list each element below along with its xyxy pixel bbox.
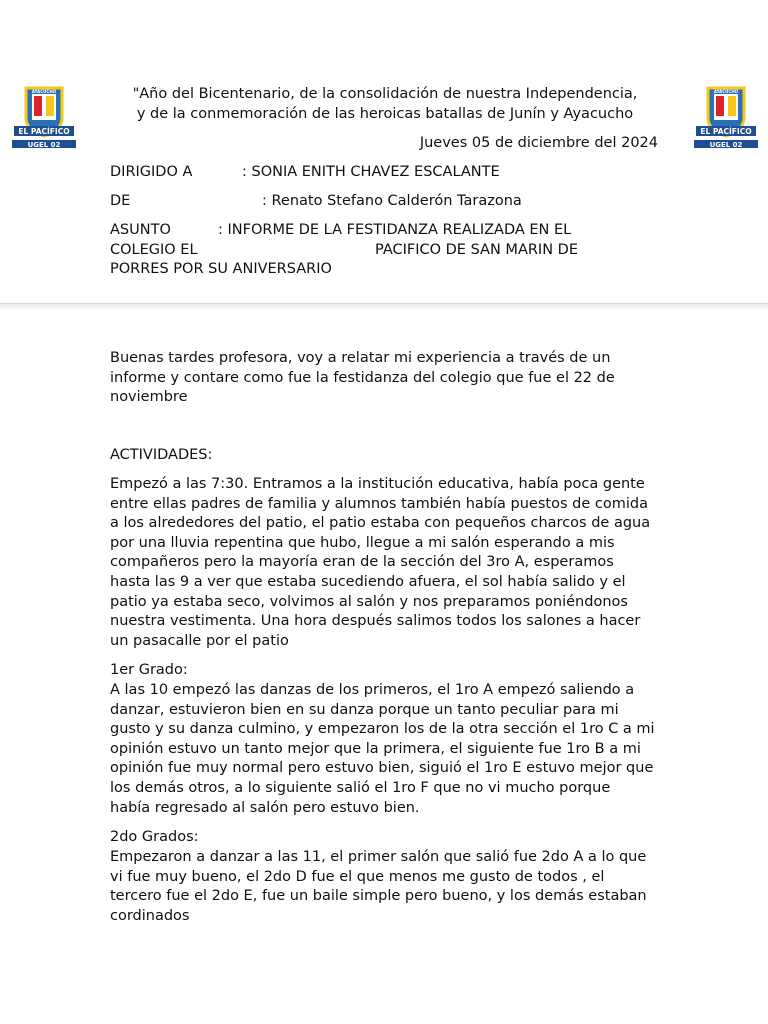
- grade2-heading: 2do Grados:: [110, 829, 199, 845]
- grade1-paragraph: A las 10 empezó las danzas de los primeros, el 1ro A empezó saliendo a danzar, estuvieron bien en su danza porque un tanto peculiar para mi gusto y su danza culmino, y empezaron los de la otra sección el 1ro C a mi opinión estuvo un tanto mejor que la primera, el siguiente fue 1ro B a mi opinión fue muy normal pero estuvo bien, siguió el 1ro E estuvo mejor que los demás otros, a lo siguiente salió el 1ro F que no vi mucho porque había regresado al salón pero estuvo bien.: [110, 682, 655, 816]
- sender-label: DE: [110, 193, 131, 209]
- subject-label: ASUNTO: [110, 222, 171, 238]
- crest-top-text: AYACUCHO: [713, 89, 739, 94]
- official-year-motto: [100, 84, 670, 124]
- grade1-heading: 1er Grado:: [110, 662, 188, 678]
- crest-footer-text: UGEL 02: [27, 141, 61, 149]
- grade2-paragraph: Empezaron a danzar a las 11, el primer salón que salió fue 2do A a lo que vi fue muy bueno, el 2do D fue el que menos me gusto de todos , el tercero fue el 2do E, fue un baile simple pero bueno, y los demás estaban cordinados: [110, 849, 647, 924]
- header-divider-shadow: [0, 307, 768, 309]
- crest-top-text: AYACUCHO: [31, 89, 57, 94]
- motto-line-2: y de la conmemoración de las heroicas batallas de Junín y Ayacucho: [136, 106, 634, 122]
- activities-paragraph: Empezó a las 7:30. Entramos a la institución educativa, había poca gente entre ellas padres de familia y alumnos también había puestos de comida a los alrededores del patio, el patio estaba con pequeños charcos de agua por una lluvia repentina que hubo, llegue a mi salón esperando a mis compañeros pero la mayoría eran de la sección del 3ro A, esperamos hasta las 9 a ver que estaba sucediendo afuera, el sol había salido y el patio ya estaba seco, volvimos al salón y nos preparamos poniéndonos nuestra vestimenta. Una hora después salimos todos los salones a hacer un pasacalle por el patio: [110, 476, 651, 649]
- subject-line-3: PORRES POR SU ANIVERSARIO: [110, 261, 332, 277]
- crest-banner-text: EL PACÍFICO: [700, 127, 752, 136]
- activities-heading: ACTIVIDADES:: [110, 447, 213, 463]
- crest-banner-text: EL PACÍFICO: [18, 127, 70, 136]
- school-crest-icon: [690, 84, 762, 150]
- subject-line-1: : INFORME DE LA FESTIDANZA REALIZADA EN EL: [218, 222, 572, 238]
- school-crest-icon: [8, 84, 80, 150]
- subject-field: [110, 221, 630, 280]
- subject-line-2b: PACIFICO DE SAN MARIN DE: [375, 241, 578, 258]
- addressee-field: [110, 163, 630, 183]
- addressee-label: DIRIGIDO A: [110, 164, 193, 180]
- motto-line-1: "Año del Bicentenario, de la consolidación de nuestra Independencia,: [132, 86, 638, 102]
- document-date: Jueves 05 de diciembre del 2024: [419, 135, 658, 151]
- addressee-value: : SONIA ENITH CHAVEZ ESCALANTE: [242, 164, 500, 180]
- crest-footer-text: UGEL 02: [709, 141, 743, 149]
- intro-paragraph: Buenas tardes profesora, voy a relatar mi experiencia a través de un informe y contare como fue la festidanza del colegio que fue el 22 de noviembre: [110, 350, 615, 406]
- sender-field: [110, 192, 630, 212]
- subject-line-2a: COLEGIO EL: [110, 241, 198, 258]
- sender-value: : Renato Stefano Calderón Tarazona: [262, 193, 522, 209]
